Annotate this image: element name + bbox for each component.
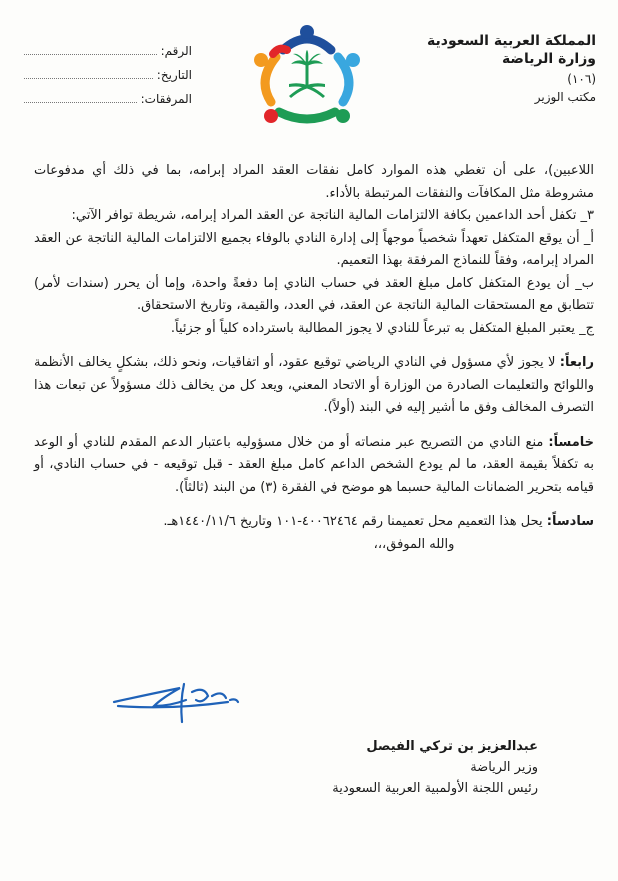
date-field[interactable] [24,58,192,82]
letter-body [34,160,594,556]
ministry-logo [243,20,371,128]
ministry-name: وزارة الرياضة [501,51,596,67]
letter-fields [24,34,192,106]
signatory-name: عبدالعزيز بن تركي الفيصل [366,739,538,754]
letterhead-ministry [426,32,596,106]
paragraph-4: ب_ أن يودع المتكفل كامل مبلغ العقد في حساب النادي إما دفعةً واحدة، وإما أن يحرر (سندات لأمر) تتطابق مع المستحقات المالية الناتجة عن العقد، في العدد، والقيمة، وتاريخ الاستحقاق. [34,275,594,313]
signature-block [332,736,538,799]
number-label: الرقم: [160,44,192,58]
ministry-code: (١٠٦) [567,72,596,86]
number-field[interactable] [24,34,192,58]
attachments-label: المرفقات: [140,92,192,106]
clause-6-label: سادساً: [546,514,594,529]
clause-4-label: رابعاً: [559,355,594,370]
clause-5-text: منع النادي من التصريح عبر منصاته أو من خلال مسؤوليه باعتبار الدعم المقدم للنادي أو الوعد به تكفلاً بقيمة العقد، ما لم يودع الشخص الداعم كامل مبلغ العقد - قبل توقيعه - في حساب النادي، أو قيامه بتحرير الضمانات المالية حسبما هو موضح في الفقرة (٣) من البند (ثالثاً). [34,434,594,495]
clause-6-text: يحل هذا التعميم محل تعميمنا رقم ٤٠٠٦٢٤٦٤-١٠١ وتاريخ ١٤٤٠/١١/٦هـ. [163,514,547,529]
paragraph-6th-clause [34,511,594,534]
attachments-line [24,89,137,103]
clause-4-text: لا يجوز لأي مسؤول في النادي الرياضي توقيع عقود، أو اتفاقيات، ونحو ذلك، بشكلٍ يخالف الأنظمة واللوائح والتعليمات الصادرة من الوزارة أو الاتحاد المعني، ويعد كل من يخالف ذلك مسؤولاً عن تبعات هذا التصرف المخالف وفق ما أشير إليه في البند (أولاً). [34,355,594,415]
kingdom-name: المملكة العربية السعودية [427,33,596,49]
signatory-title-2: رئيس اللجنة الأولمبية العربية السعودية [332,781,538,796]
number-line [24,41,157,55]
paragraph-1: اللاعبين)، على أن تغطي هذه الموارد كامل نفقات العقد المراد إبرامه، بما في ذلك أي مدفوعات مشروطة مثل المكافآت والنفقات المرتبطة بالأداء. [34,163,594,201]
paragraph-2: ٣_ تكفل أحد الداعمين بكافة الالتزامات المالية الناتجة عن العقد المراد إبرامه، شريطة توافر الآتي: [71,208,594,223]
paragraph-3: أ_ أن يوقع المتكفل تعهداً شخصياً موجهاً إلى إدارة النادي بالوفاء بجميع الالتزامات المالية الناتجة عن العقد المراد إبرامه، وفقاً للنماذج المرفقة بهذا التعميم. [34,230,594,268]
paragraph-4th-clause [34,352,594,420]
handwritten-signature [110,676,240,724]
paragraph-5: ج_ يعتبر المبلغ المتكفل به تبرعاً للنادي لا يجوز المطالبة باسترداده كلياً أو جزئياً. [170,320,594,336]
date-label: التاريخ: [156,68,192,82]
clause-5-label: خامساً: [548,434,594,450]
date-line [24,65,153,79]
signatory-title-1: وزير الرياضة [470,760,538,775]
attachments-field[interactable] [24,82,192,106]
office-name: مكتب الوزير [534,90,596,104]
paragraph-5th-clause [34,432,594,500]
closing-line: والله الموفق،،، [373,536,455,552]
